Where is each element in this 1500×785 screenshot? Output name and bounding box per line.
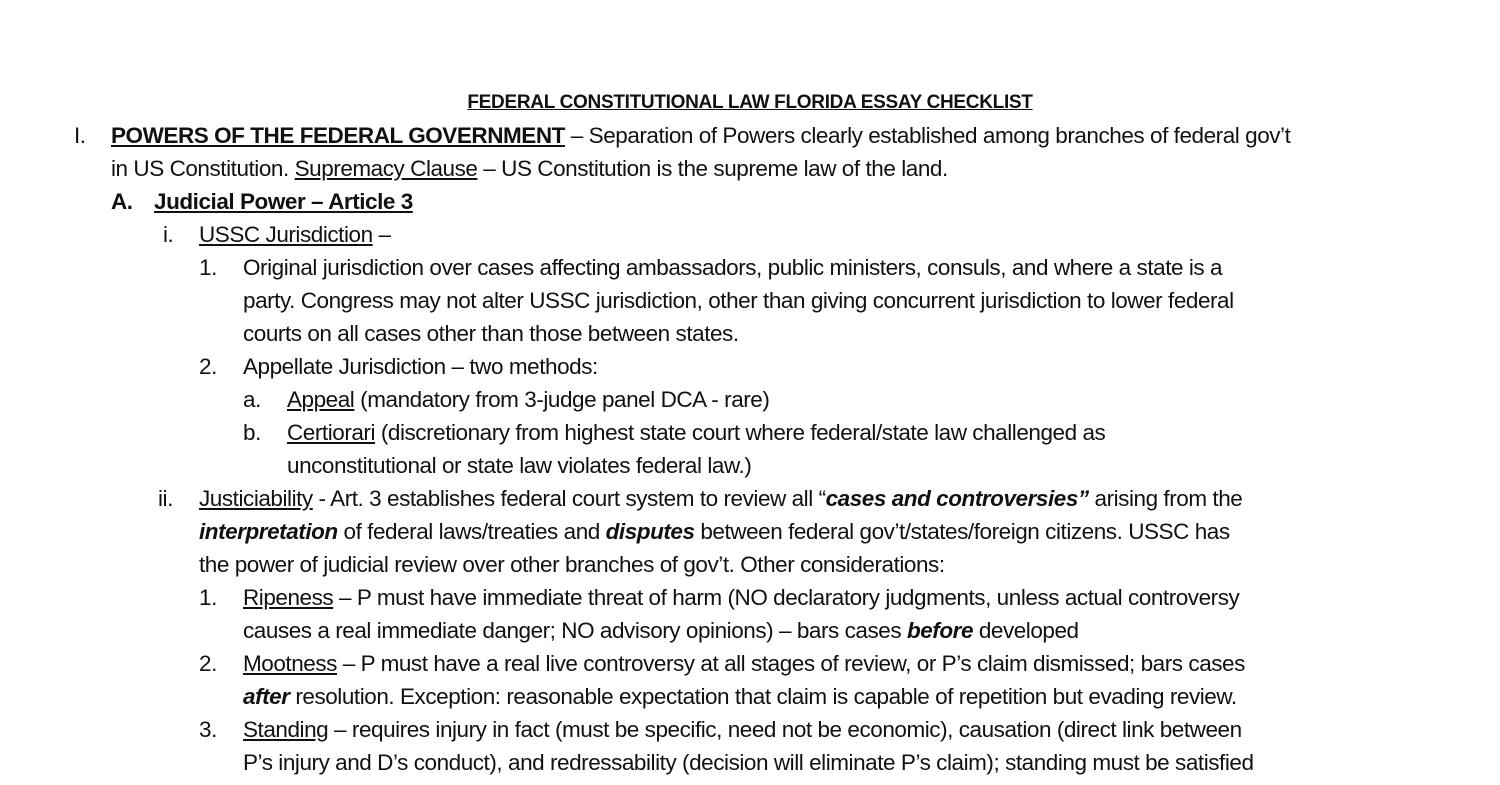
standing-line1: Standing – requires injury in fact (must be specific, need not be economic), causation (direct link between <box>243 717 1242 742</box>
justiciability-line1: Justiciability - Art. 3 establishes federal court system to review all “cases and controversies” arising from the <box>199 486 1243 511</box>
document-title: FEDERAL CONSTITUTIONAL LAW FLORIDA ESSAY CHECKLIST <box>467 92 1033 113</box>
appeal-item: Appeal (mandatory from 3-judge panel DCA - rare) <box>287 387 770 412</box>
section-heading: POWERS OF THE FEDERAL GOVERNMENT <box>111 123 565 148</box>
certiorari-item-line2: unconstitutional or state law violates federal law.) <box>287 453 752 478</box>
justiciability-line3: the power of judicial review over other branches of gov’t. Other considerations: <box>199 552 945 577</box>
letter-marker: a. <box>243 387 261 412</box>
justiciability-line2: interpretation of federal laws/treaties and disputes between federal gov’t/states/foreign citizens. USSC has <box>199 519 1230 544</box>
roman-marker: i. <box>163 222 174 247</box>
section-I-line1: POWERS OF THE FEDERAL GOVERNMENT – Separation of Powers clearly established among branches of federal gov’t <box>111 123 1291 148</box>
certiorari-item-line1: Certiorari (discretionary from highest state court where federal/state law challenged as <box>287 420 1106 445</box>
section-I-line2: in US Constitution. Supremacy Clause – US Constitution is the supreme law of the land. <box>111 156 948 181</box>
list-marker: 1. <box>199 255 217 280</box>
list-marker: 3. <box>199 717 217 742</box>
mootness-line1: Mootness – P must have a real live controversy at all stages of review, or P’s claim dismissed; bars cases <box>243 651 1245 676</box>
original-jurisdiction-line3: courts on all cases other than those between states. <box>243 321 739 346</box>
ussc-jurisdiction-heading: USSC Jurisdiction – <box>199 222 391 247</box>
appellate-jurisdiction: Appellate Jurisdiction – two methods: <box>243 354 598 379</box>
list-marker: 2. <box>199 354 217 379</box>
original-jurisdiction-line2: party. Congress may not alter USSC jurisdiction, other than giving concurrent jurisdiction to lower federal <box>243 288 1234 313</box>
mootness-line2: after resolution. Exception: reasonable expectation that claim is capable of repetition but evading review. <box>243 684 1237 709</box>
list-marker: 2. <box>199 651 217 676</box>
supremacy-clause-term: Supremacy Clause <box>294 156 478 181</box>
roman-marker: ii. <box>158 486 173 511</box>
list-marker: 1. <box>199 585 217 610</box>
original-jurisdiction-line1: Original jurisdiction over cases affecting ambassadors, public ministers, consuls, and where a state is a <box>243 255 1223 280</box>
ripeness-line2: causes a real immediate danger; NO advisory opinions) – bars cases before developed <box>243 618 1079 643</box>
ripeness-line1: Ripeness – P must have immediate threat of harm (NO declaratory judgments, unless actual controversy <box>243 585 1240 610</box>
subsection-heading: Judicial Power – Article 3 <box>154 189 413 214</box>
letter-marker: b. <box>243 420 261 445</box>
subsection-marker: A. <box>111 189 133 214</box>
section-marker: I. <box>74 123 86 148</box>
standing-line2: P’s injury and D’s conduct), and redressability (decision will eliminate P’s claim); standing must be satisfied <box>243 750 1254 775</box>
